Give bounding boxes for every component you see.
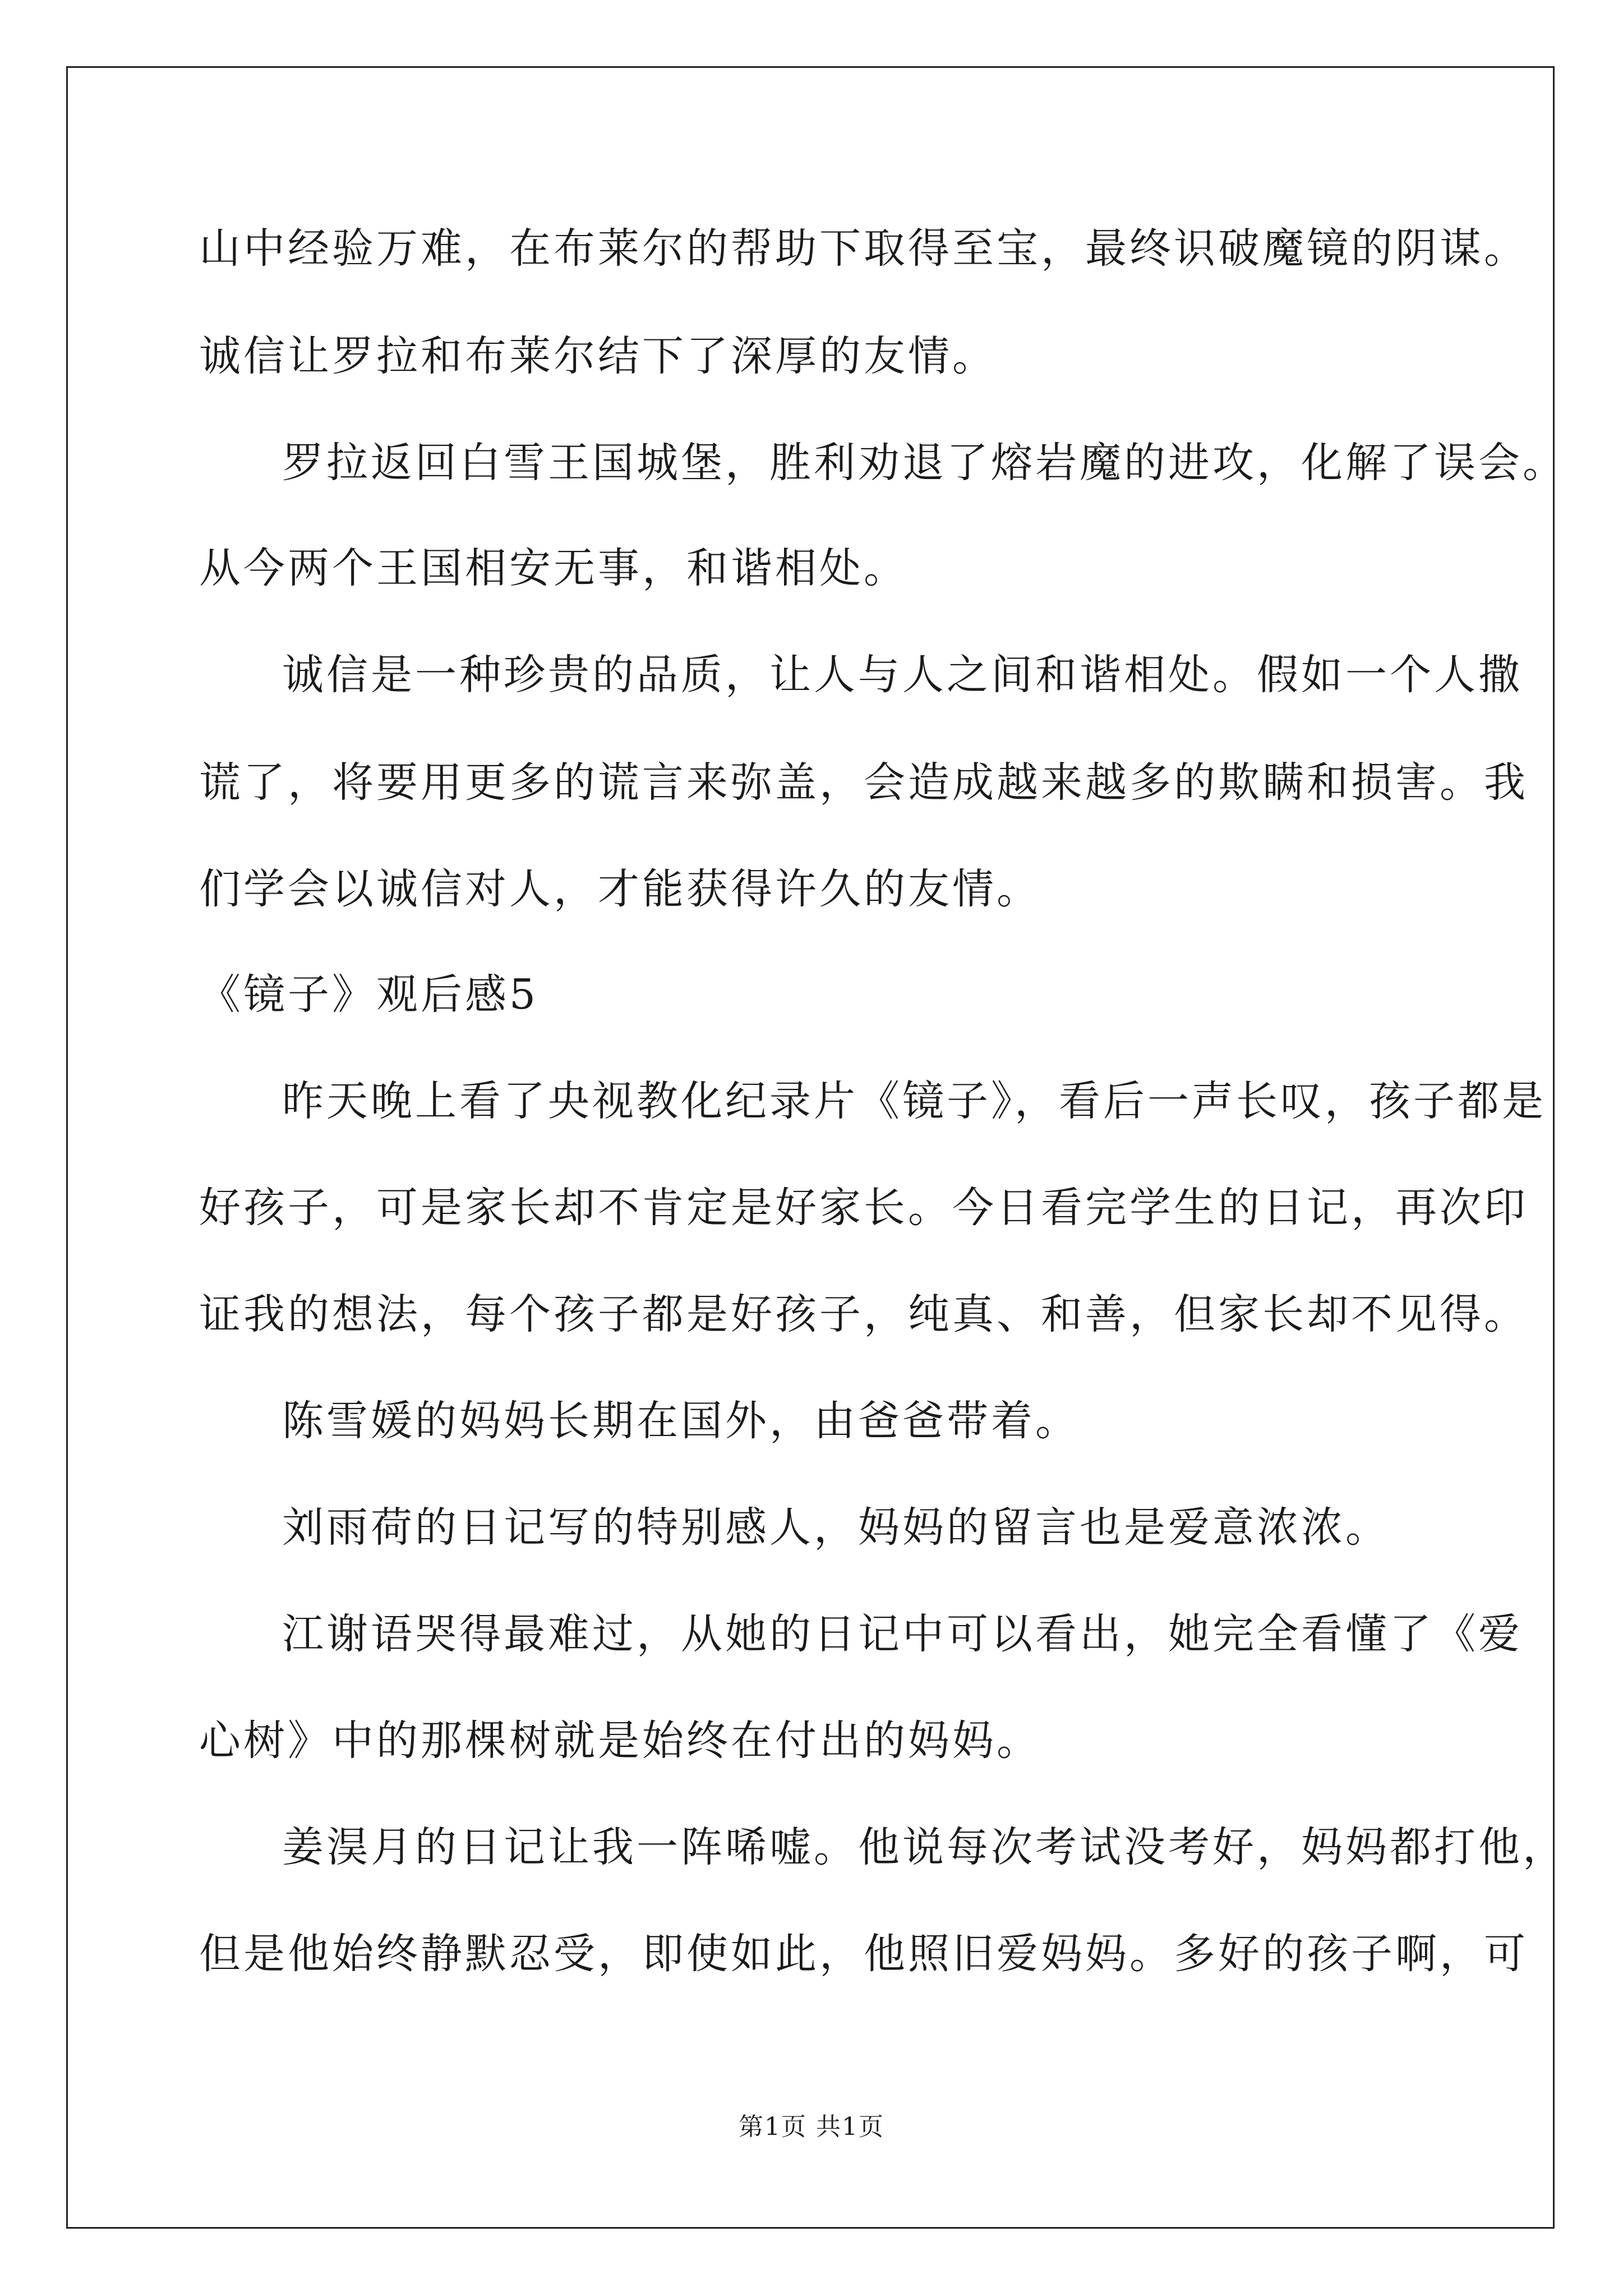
paragraph-line: 陈雪媛的妈妈长期在国外，由爸爸带着。 [282, 1397, 1080, 1445]
paragraph-line: 刘雨荷的日记写的特别感人，妈妈的留言也是爱意浓浓。 [282, 1503, 1390, 1552]
text-line: 谎了，将要用更多的谎言来弥盖，会造成越来越多的欺瞒和损害。我 [199, 758, 1528, 807]
paragraph-line: 姜淏月的日记让我一阵唏嘘。他说每次考试没考好，妈妈都打他， [282, 1823, 1567, 1871]
section-heading: 《镜子》观后感5 [199, 970, 539, 1019]
paragraph-line: 诚信是一种珍贵的品质，让人与人之间和谐相处。假如一个人撒 [282, 651, 1523, 699]
text-line: 好孩子，可是家长却不肯定是好家长。今日看完学生的日记，再次印 [199, 1184, 1528, 1232]
page-number-footer: 第1页 共1页 [739, 2113, 884, 2141]
text-line: 心树》中的那棵树就是始终在付出的妈妈。 [199, 1717, 1041, 1765]
page-border [66, 66, 1555, 2229]
paragraph-line: 罗拉返回白雪王国城堡，胜利劝退了熔岩魔的进攻，化解了误会。 [282, 439, 1567, 487]
text-line: 但是他始终静默忍受，即使如此，他照旧爱妈妈。多好的孩子啊，可 [199, 1930, 1528, 1978]
paragraph-line: 昨天晚上看了央视教化纪录片《镜子》，看后一声长叹，孩子都是 [282, 1077, 1546, 1125]
text-line: 山中经验万难，在布莱尔的帮助下取得至宝，最终识破魔镜的阴谋。 [199, 224, 1528, 273]
text-line: 们学会以诚信对人，才能获得许久的友情。 [199, 865, 1041, 913]
text-line: 诚信让罗拉和布莱尔结下了深厚的友情。 [199, 332, 997, 380]
text-line: 从今两个王国相安无事，和谐相处。 [199, 544, 908, 592]
paragraph-line: 江谢语哭得最难过，从她的日记中可以看出，她完全看懂了《爱 [282, 1610, 1523, 1658]
text-line: 证我的想法，每个孩子都是好孩子，纯真、和善，但家长却不见得。 [199, 1290, 1528, 1338]
